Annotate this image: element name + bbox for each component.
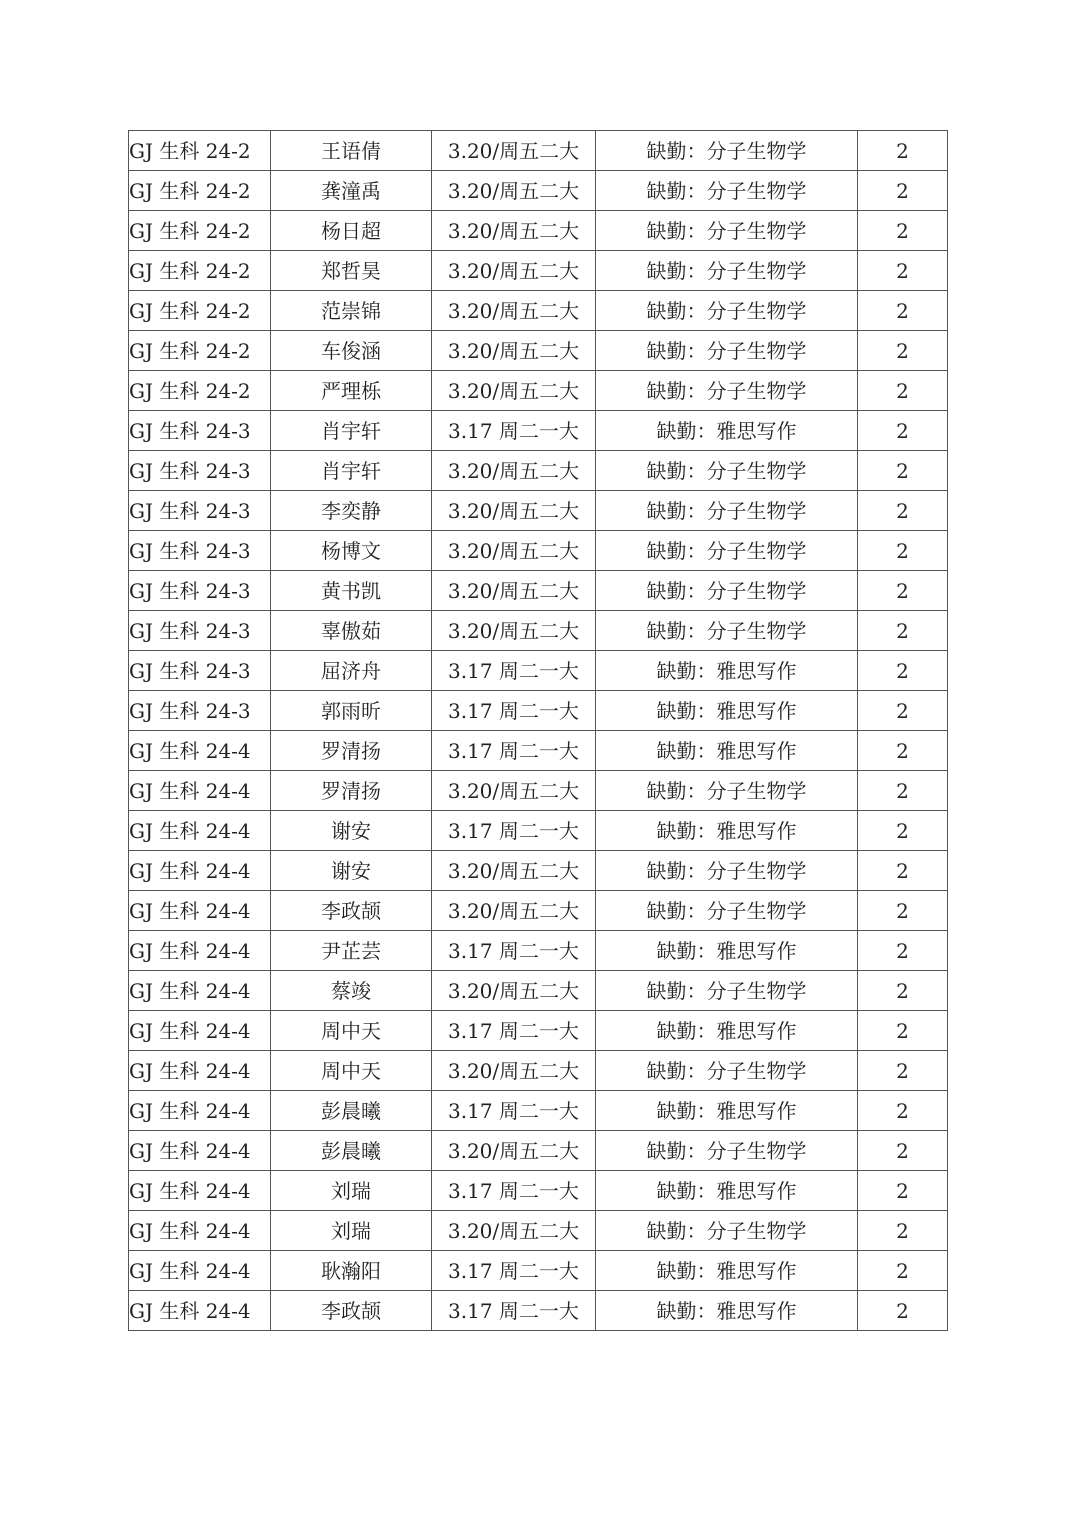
- table-row: [129, 771, 948, 811]
- date-cell: 3.17 周二一大: [432, 811, 596, 851]
- student-name-cell: 刘瑞: [271, 1171, 432, 1211]
- student-name-cell: 杨博文: [271, 531, 432, 571]
- class-cell: GJ 生科 24-2: [129, 331, 271, 371]
- student-name-cell: 彭晨曦: [271, 1131, 432, 1171]
- table-row: [129, 1011, 948, 1051]
- hours-cell: 2: [858, 771, 948, 811]
- table-row: [129, 891, 948, 931]
- table-row: [129, 611, 948, 651]
- reason-cell: 缺勤：分子生物学: [596, 571, 858, 611]
- table-row: [129, 1211, 948, 1251]
- class-cell: GJ 生科 24-3: [129, 571, 271, 611]
- student-name-cell: 肖宇轩: [271, 451, 432, 491]
- class-cell: GJ 生科 24-3: [129, 411, 271, 451]
- date-cell: 3.20/周五二大: [432, 451, 596, 491]
- hours-cell: 2: [858, 451, 948, 491]
- date-cell: 3.20/周五二大: [432, 1211, 596, 1251]
- student-name-cell: 郑哲昊: [271, 251, 432, 291]
- student-name-cell: 彭晨曦: [271, 1091, 432, 1131]
- class-cell: GJ 生科 24-3: [129, 691, 271, 731]
- date-cell: 3.20/周五二大: [432, 851, 596, 891]
- class-cell: GJ 生科 24-4: [129, 1091, 271, 1131]
- student-name-cell: 范崇锦: [271, 291, 432, 331]
- student-name-cell: 蔡竣: [271, 971, 432, 1011]
- hours-cell: 2: [858, 651, 948, 691]
- hours-cell: 2: [858, 211, 948, 251]
- date-cell: 3.17 周二一大: [432, 731, 596, 771]
- class-cell: GJ 生科 24-3: [129, 491, 271, 531]
- reason-cell: 缺勤：雅思写作: [596, 931, 858, 971]
- student-name-cell: 王语倩: [271, 131, 432, 171]
- date-cell: 3.20/周五二大: [432, 971, 596, 1011]
- class-cell: GJ 生科 24-2: [129, 291, 271, 331]
- class-cell: GJ 生科 24-4: [129, 971, 271, 1011]
- student-name-cell: 严理栎: [271, 371, 432, 411]
- class-cell: GJ 生科 24-4: [129, 1211, 271, 1251]
- hours-cell: 2: [858, 291, 948, 331]
- date-cell: 3.20/周五二大: [432, 571, 596, 611]
- reason-cell: 缺勤：分子生物学: [596, 1211, 858, 1251]
- class-cell: GJ 生科 24-2: [129, 251, 271, 291]
- reason-cell: 缺勤：分子生物学: [596, 531, 858, 571]
- reason-cell: 缺勤：雅思写作: [596, 1091, 858, 1131]
- class-cell: GJ 生科 24-4: [129, 1011, 271, 1051]
- reason-cell: 缺勤：雅思写作: [596, 1011, 858, 1051]
- table-row: [129, 651, 948, 691]
- table-row: [129, 211, 948, 251]
- hours-cell: 2: [858, 251, 948, 291]
- class-cell: GJ 生科 24-3: [129, 651, 271, 691]
- class-cell: GJ 生科 24-2: [129, 171, 271, 211]
- hours-cell: 2: [858, 891, 948, 931]
- reason-cell: 缺勤：雅思写作: [596, 411, 858, 451]
- hours-cell: 2: [858, 611, 948, 651]
- class-cell: GJ 生科 24-3: [129, 611, 271, 651]
- date-cell: 3.20/周五二大: [432, 531, 596, 571]
- hours-cell: 2: [858, 371, 948, 411]
- student-name-cell: 杨日超: [271, 211, 432, 251]
- reason-cell: 缺勤：分子生物学: [596, 891, 858, 931]
- attendance-table-body: [129, 131, 948, 1331]
- student-name-cell: 黄书凯: [271, 571, 432, 611]
- date-cell: 3.20/周五二大: [432, 171, 596, 211]
- date-cell: 3.17 周二一大: [432, 1251, 596, 1291]
- hours-cell: 2: [858, 811, 948, 851]
- reason-cell: 缺勤：分子生物学: [596, 371, 858, 411]
- hours-cell: 2: [858, 491, 948, 531]
- table-row: [129, 1131, 948, 1171]
- student-name-cell: 李奕静: [271, 491, 432, 531]
- date-cell: 3.20/周五二大: [432, 291, 596, 331]
- date-cell: 3.17 周二一大: [432, 651, 596, 691]
- student-name-cell: 尹芷芸: [271, 931, 432, 971]
- date-cell: 3.17 周二一大: [432, 1291, 596, 1331]
- hours-cell: 2: [858, 731, 948, 771]
- student-name-cell: 谢安: [271, 851, 432, 891]
- student-name-cell: 耿瀚阳: [271, 1251, 432, 1291]
- student-name-cell: 肖宇轩: [271, 411, 432, 451]
- class-cell: GJ 生科 24-4: [129, 931, 271, 971]
- student-name-cell: 车俊涵: [271, 331, 432, 371]
- table-row: [129, 491, 948, 531]
- table-row: [129, 1291, 948, 1331]
- reason-cell: 缺勤：分子生物学: [596, 1131, 858, 1171]
- table-row: [129, 811, 948, 851]
- reason-cell: 缺勤：分子生物学: [596, 331, 858, 371]
- reason-cell: 缺勤：分子生物学: [596, 291, 858, 331]
- hours-cell: 2: [858, 1051, 948, 1091]
- table-row: [129, 691, 948, 731]
- hours-cell: 2: [858, 1171, 948, 1211]
- date-cell: 3.17 周二一大: [432, 691, 596, 731]
- date-cell: 3.20/周五二大: [432, 251, 596, 291]
- reason-cell: 缺勤：分子生物学: [596, 211, 858, 251]
- date-cell: 3.20/周五二大: [432, 211, 596, 251]
- hours-cell: 2: [858, 1211, 948, 1251]
- reason-cell: 缺勤：分子生物学: [596, 251, 858, 291]
- table-row: [129, 411, 948, 451]
- reason-cell: 缺勤：雅思写作: [596, 651, 858, 691]
- student-name-cell: 辜傲茹: [271, 611, 432, 651]
- hours-cell: 2: [858, 531, 948, 571]
- class-cell: GJ 生科 24-4: [129, 811, 271, 851]
- table-row: [129, 371, 948, 411]
- date-cell: 3.17 周二一大: [432, 1091, 596, 1131]
- hours-cell: 2: [858, 1291, 948, 1331]
- hours-cell: 2: [858, 971, 948, 1011]
- reason-cell: 缺勤：分子生物学: [596, 971, 858, 1011]
- table-row: [129, 531, 948, 571]
- hours-cell: 2: [858, 1091, 948, 1131]
- table-row: [129, 1051, 948, 1091]
- class-cell: GJ 生科 24-4: [129, 1131, 271, 1171]
- class-cell: GJ 生科 24-4: [129, 1051, 271, 1091]
- class-cell: GJ 生科 24-3: [129, 531, 271, 571]
- class-cell: GJ 生科 24-4: [129, 771, 271, 811]
- reason-cell: 缺勤：分子生物学: [596, 851, 858, 891]
- date-cell: 3.20/周五二大: [432, 331, 596, 371]
- hours-cell: 2: [858, 411, 948, 451]
- date-cell: 3.20/周五二大: [432, 491, 596, 531]
- hours-cell: 2: [858, 851, 948, 891]
- student-name-cell: 李政颉: [271, 1291, 432, 1331]
- student-name-cell: 罗清扬: [271, 771, 432, 811]
- class-cell: GJ 生科 24-4: [129, 1291, 271, 1331]
- reason-cell: 缺勤：分子生物学: [596, 491, 858, 531]
- table-row: [129, 971, 948, 1011]
- student-name-cell: 周中天: [271, 1011, 432, 1051]
- table-row: [129, 291, 948, 331]
- date-cell: 3.20/周五二大: [432, 611, 596, 651]
- class-cell: GJ 生科 24-2: [129, 211, 271, 251]
- table-row: [129, 1171, 948, 1211]
- table-row: [129, 851, 948, 891]
- reason-cell: 缺勤：雅思写作: [596, 1171, 858, 1211]
- date-cell: 3.20/周五二大: [432, 371, 596, 411]
- student-name-cell: 谢安: [271, 811, 432, 851]
- class-cell: GJ 生科 24-4: [129, 851, 271, 891]
- reason-cell: 缺勤：分子生物学: [596, 171, 858, 211]
- date-cell: 3.20/周五二大: [432, 1051, 596, 1091]
- table-row: [129, 731, 948, 771]
- reason-cell: 缺勤：雅思写作: [596, 1291, 858, 1331]
- student-name-cell: 刘瑞: [271, 1211, 432, 1251]
- student-name-cell: 屈济舟: [271, 651, 432, 691]
- reason-cell: 缺勤：分子生物学: [596, 131, 858, 171]
- hours-cell: 2: [858, 931, 948, 971]
- hours-cell: 2: [858, 131, 948, 171]
- hours-cell: 2: [858, 1011, 948, 1051]
- table-row: [129, 131, 948, 171]
- student-name-cell: 李政颉: [271, 891, 432, 931]
- class-cell: GJ 生科 24-4: [129, 1251, 271, 1291]
- table-row: [129, 571, 948, 611]
- table-row: [129, 451, 948, 491]
- student-name-cell: 罗清扬: [271, 731, 432, 771]
- date-cell: 3.17 周二一大: [432, 411, 596, 451]
- hours-cell: 2: [858, 171, 948, 211]
- student-name-cell: 郭雨昕: [271, 691, 432, 731]
- hours-cell: 2: [858, 1251, 948, 1291]
- table-row: [129, 1251, 948, 1291]
- class-cell: GJ 生科 24-2: [129, 131, 271, 171]
- student-name-cell: 龚潼禹: [271, 171, 432, 211]
- hours-cell: 2: [858, 571, 948, 611]
- date-cell: 3.20/周五二大: [432, 1131, 596, 1171]
- class-cell: GJ 生科 24-3: [129, 451, 271, 491]
- date-cell: 3.17 周二一大: [432, 1171, 596, 1211]
- date-cell: 3.17 周二一大: [432, 1011, 596, 1051]
- reason-cell: 缺勤：雅思写作: [596, 731, 858, 771]
- attendance-table: [128, 130, 948, 1331]
- table-row: [129, 331, 948, 371]
- student-name-cell: 周中天: [271, 1051, 432, 1091]
- hours-cell: 2: [858, 691, 948, 731]
- class-cell: GJ 生科 24-4: [129, 891, 271, 931]
- reason-cell: 缺勤：雅思写作: [596, 811, 858, 851]
- class-cell: GJ 生科 24-2: [129, 371, 271, 411]
- reason-cell: 缺勤：分子生物学: [596, 611, 858, 651]
- reason-cell: 缺勤：分子生物学: [596, 771, 858, 811]
- hours-cell: 2: [858, 331, 948, 371]
- class-cell: GJ 生科 24-4: [129, 1171, 271, 1211]
- table-row: [129, 251, 948, 291]
- date-cell: 3.20/周五二大: [432, 891, 596, 931]
- reason-cell: 缺勤：雅思写作: [596, 1251, 858, 1291]
- hours-cell: 2: [858, 1131, 948, 1171]
- date-cell: 3.17 周二一大: [432, 931, 596, 971]
- table-row: [129, 931, 948, 971]
- class-cell: GJ 生科 24-4: [129, 731, 271, 771]
- table-row: [129, 1091, 948, 1131]
- table-row: [129, 171, 948, 211]
- reason-cell: 缺勤：分子生物学: [596, 451, 858, 491]
- date-cell: 3.20/周五二大: [432, 771, 596, 811]
- reason-cell: 缺勤：分子生物学: [596, 1051, 858, 1091]
- reason-cell: 缺勤：雅思写作: [596, 691, 858, 731]
- date-cell: 3.20/周五二大: [432, 131, 596, 171]
